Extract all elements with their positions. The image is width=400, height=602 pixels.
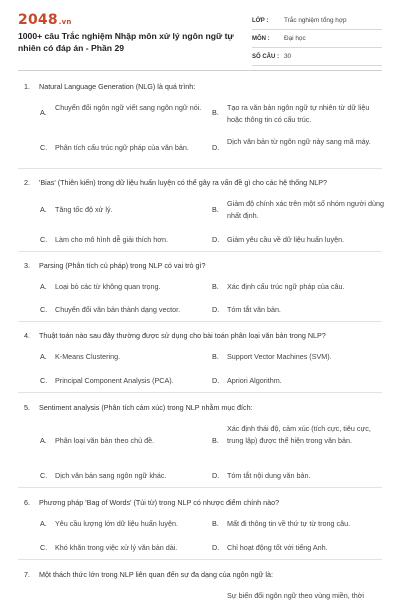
option-text: Sự biến đổi ngôn ngữ theo vùng miền, thời (227, 591, 365, 600)
question-text (24, 403, 374, 413)
option-letter: A. (40, 282, 47, 291)
option-text: Loại bỏ các từ không quan trọng. (55, 282, 161, 291)
question-stem: Parsing (Phân tích cú pháp) trong NLP có vai trò gì? (39, 261, 206, 270)
option-letter: C. (40, 305, 48, 314)
question-number: 2. (24, 178, 30, 187)
option-text: Chỉ hoạt động tốt với tiếng Anh. (227, 543, 328, 552)
option-letter: C. (40, 143, 48, 152)
question-divider (18, 168, 382, 169)
option-text: Tăng tốc độ xử lý. (55, 205, 113, 214)
question-text (24, 82, 374, 92)
question-text (24, 498, 374, 508)
option-letter: C. (40, 376, 48, 385)
question-stem: Thuật toán nào sau đây thường được sử dụng cho bài toán phân loại văn bản trong NLP? (39, 331, 326, 340)
option-letter: B. (212, 205, 219, 214)
question-divider (18, 559, 382, 560)
meta-value: Đại học (284, 35, 306, 42)
meta-key: LỚP : (252, 17, 269, 24)
question-divider (18, 392, 382, 393)
question-text (24, 178, 374, 188)
meta-key: SỐ CÂU : (252, 53, 279, 60)
meta-row-count (252, 48, 382, 66)
logo-text: 2048 (18, 12, 58, 28)
meta-value: 30 (284, 53, 292, 60)
question-number: 4. (24, 331, 30, 340)
header-divider (18, 70, 382, 71)
question-text (24, 570, 374, 580)
option-text: Giảm độ chính xác trên một số nhóm người dùng nhất định. (227, 199, 384, 220)
logo-suffix: .vn (58, 18, 72, 26)
option-letter: A. (40, 108, 47, 117)
option-letter: C. (40, 471, 48, 480)
meta-key: MÔN : (252, 35, 270, 42)
question-number: 1. (24, 82, 30, 91)
option-text: Dịch văn bản sang ngôn ngữ khác. (55, 471, 167, 480)
question-number: 3. (24, 261, 30, 270)
option-text: Mất đi thông tin về thứ tự từ trong câu. (227, 519, 351, 528)
option-letter: A. (40, 205, 47, 214)
option-text: Principal Component Analysis (PCA). (55, 376, 174, 385)
question-number: 5. (24, 403, 30, 412)
option-letter: A. (40, 436, 47, 445)
option-text: K-Means Clustering. (55, 352, 121, 361)
meta-row-subject (252, 30, 382, 48)
option-letter: D. (212, 471, 220, 480)
option-text: Chuyển đổi văn bản thành dạng vector. (55, 305, 181, 314)
document-title: 1000+ câu Trắc nghiệm Nhập môn xử lý ngôn ngữ tự nhiên có đáp án - Phần 29 (18, 31, 234, 53)
question-text (24, 331, 374, 341)
option-letter: B. (212, 352, 219, 361)
option-text: Chuyển đổi ngôn ngữ viết sang ngôn ngữ nói. (55, 103, 202, 112)
option-letter: C. (40, 543, 48, 552)
option-text: Tóm tắt nội dung văn bản. (227, 471, 311, 480)
meta-table (252, 12, 382, 66)
option-text: Xác định thái độ, cảm xúc (tích cực, tiêu cực, trung lập) được thể hiện trong văn bản. (227, 424, 371, 445)
question-divider (18, 321, 382, 322)
option-text: Làm cho mô hình dễ giải thích hơn. (55, 235, 168, 244)
option-text: Dịch văn bản từ ngôn ngữ này sang mã máy. (227, 137, 371, 146)
option-letter: D. (212, 235, 220, 244)
option-letter: B. (212, 436, 219, 445)
document-header (0, 0, 400, 70)
option-text: Khó khăn trong việc xử lý văn bản dài. (55, 543, 178, 552)
option-letter: D. (212, 305, 220, 314)
option-letter: D. (212, 143, 220, 152)
question-divider (18, 487, 382, 488)
meta-row-class (252, 12, 382, 30)
option-letter: C. (40, 235, 48, 244)
question-stem: Sentiment analysis (Phân tích cảm xúc) trong NLP nhằm mục đích: (39, 403, 253, 412)
question-stem: Một thách thức lớn trong NLP liên quan đến sự đa dạng của ngôn ngữ là: (39, 570, 273, 579)
question-text (24, 261, 374, 271)
question-number: 7. (24, 570, 30, 579)
option-letter: B. (212, 282, 219, 291)
option-text: Tóm tắt văn bản. (227, 305, 281, 314)
question-stem: 'Bias' (Thiên kiến) trong dữ liệu huấn luyện có thể gây ra vấn đề gì cho các hệ thống NLP? (39, 178, 328, 187)
question-stem: Natural Language Generation (NLG) là quá trình: (39, 82, 196, 91)
question-divider (18, 251, 382, 252)
option-text: Giảm yêu cầu về dữ liệu huấn luyện. (227, 235, 345, 244)
option-text: Apriori Algorithm. (227, 376, 282, 385)
option-letter: D. (212, 543, 220, 552)
question-stem: Phương pháp 'Bag of Words' (Túi từ) trong NLP có nhược điểm chính nào? (39, 498, 280, 507)
option-letter: B. (212, 519, 219, 528)
option-text: Yêu cầu lượng lớn dữ liệu huấn luyện. (55, 519, 178, 528)
option-text: Xác định cấu trúc ngữ pháp của câu. (227, 282, 345, 291)
option-letter: A. (40, 352, 47, 361)
option-text: Tạo ra văn bản ngôn ngữ tự nhiên từ dữ liệu hoặc thông tin có cấu trúc. (227, 103, 370, 124)
option-letter: D. (212, 376, 220, 385)
option-text: Phân tích cấu trúc ngữ pháp của văn bản. (55, 143, 189, 152)
meta-value: Trắc nghiệm tổng hợp (284, 17, 347, 24)
question-number: 6. (24, 498, 30, 507)
option-letter: A. (40, 519, 47, 528)
option-letter: B. (212, 108, 219, 117)
site-logo[interactable] (18, 12, 72, 28)
option-text: Phân loại văn bản theo chủ đề. (55, 436, 155, 445)
option-text: Support Vector Machines (SVM). (227, 352, 332, 361)
